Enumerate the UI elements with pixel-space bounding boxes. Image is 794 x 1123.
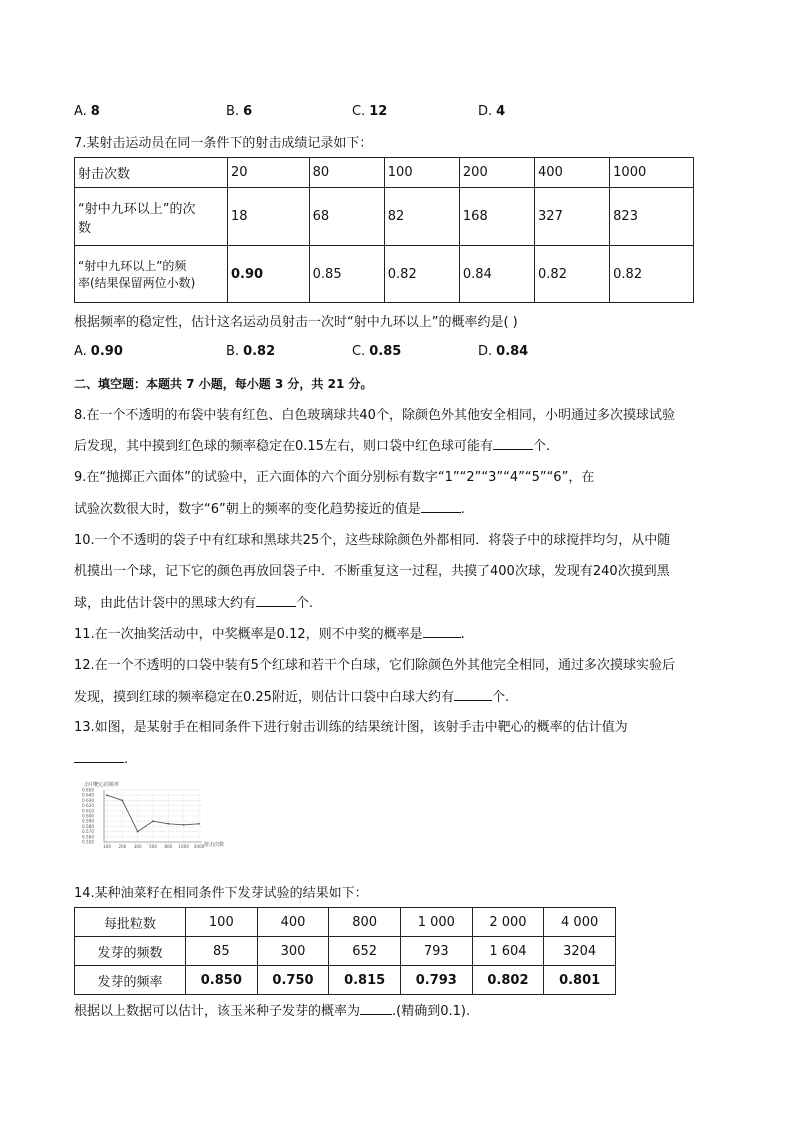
y-tick-label: 0.560 [82,834,94,840]
q8-line-2 [74,437,550,456]
option-letter: A. [74,344,87,359]
q7-option-d [478,344,528,359]
q7-table [74,157,694,303]
answer-blank[interactable] [256,594,296,607]
table-cell: 20 [228,158,310,188]
data-point [152,820,154,822]
q13-tail: . [124,752,129,767]
option-value: 4 [496,104,506,119]
table-cell: 发芽的频数 [75,937,186,966]
q9-line-2 [74,500,465,519]
table-cell: 300 [257,937,329,966]
shooting-frequency-chart [74,780,244,860]
y-tick-label: 0.620 [82,803,94,809]
y-axis-ticks [82,788,94,845]
table-row [75,908,616,937]
table-cell: 2 000 [472,908,544,937]
data-point [167,823,169,825]
q6-option-d [478,104,505,119]
option-letter: B. [226,344,240,359]
answer-blank[interactable] [360,1002,392,1015]
table-cell: 200 [459,158,534,188]
data-point [198,823,200,825]
y-tick-label: 0.610 [82,808,94,814]
y-tick-label: 0.630 [82,797,94,803]
y-tick-label: 0.580 [82,823,94,829]
q11-text: 11.在一次抽奖活动中，中奖概率是0.12，则不中奖的概率是 [74,627,423,642]
q6-option-b [226,104,252,119]
table-cell: 0.90 [228,246,310,303]
table-cell: 0.801 [544,966,616,995]
q13-line-2 [74,750,128,769]
table-cell: 射击次数 [75,158,228,188]
q11-tail: . [460,627,465,642]
row-label-line: 数 [78,220,92,236]
table-cell: 68 [309,188,384,246]
row-label-line: “射中九环以上”的次 [78,201,196,217]
table-cell: 0.793 [400,966,472,995]
table-cell: 1000 [610,158,694,188]
answer-blank[interactable] [423,625,461,638]
option-letter: C. [352,344,366,359]
q13-line-1: 13.如图，是某射手在相同条件下进行射击训练的结果统计图，该射手击中靶心的概率的估计值为 [74,720,628,735]
option-letter: D. [478,344,493,359]
answer-blank[interactable] [421,500,461,513]
option-value: 0.85 [369,344,402,359]
table-cell: 100 [384,158,459,188]
option-value: 12 [369,104,388,119]
table-cell: 3204 [544,937,616,966]
x-tick-label: 200 [118,844,127,849]
row-label-line: “射中九环以上”的频 [78,259,187,273]
x-axis-label: 射击次数 [204,842,225,848]
x-tick-label: 500 [149,844,157,849]
answer-blank[interactable] [454,688,492,701]
x-tick-label: 100 [103,844,111,849]
q9-line-1: 9.在“抛掷正六面体”的试验中，正六面体的六个面分别标有数字“1”“2”“3”“4”“5”“6”，在 [74,470,595,485]
table-cell: 1 000 [400,908,472,937]
q10-line-2: 机摸出一个球，记下它的颜色再放回袋子中．不断重复这一过程，共摸了400次球，发现有240次摸到黑 [74,564,670,579]
table-cell: 0.82 [535,246,610,303]
table-cell: 18 [228,188,310,246]
q7-option-c [352,344,401,359]
x-tick-label: 800 [164,844,173,849]
q8-text: 后发现，其中摸到红色球的频率稳定在0.15左右，则口袋中红色球可能有 [74,439,493,454]
q10-line-1: 10.一个不透明的袋子中有红球和黑球共25个，这些球除颜色外都相同．将袋子中的球搅拌均匀，从中随 [74,533,671,548]
q7-stem: 7.某射击运动员在同一条件下的射击成绩记录如下： [74,136,373,151]
table-cell: 0.82 [384,246,459,303]
table-row [75,937,616,966]
x-axis-ticks [103,844,205,849]
table-cell: 0.82 [610,246,694,303]
q14-tail: .(精确到0.1). [392,1004,471,1019]
table-row [75,966,616,995]
option-letter: A. [74,104,87,119]
table-cell [75,188,228,246]
table-cell [75,246,228,303]
y-tick-label: 0.550 [82,839,94,845]
y-tick-label: 0.640 [82,792,94,798]
q11-line-1 [74,625,465,644]
option-value: 0.82 [243,344,276,359]
q12-tail: 个. [491,690,510,705]
option-value: 0.84 [496,344,529,359]
table-cell: 0.850 [186,966,258,995]
q14-stem: 14.某种油菜籽在相同条件下发芽试验的结果如下： [74,886,368,901]
data-point [183,824,185,826]
table-cell: 400 [257,908,329,937]
table-cell: 82 [384,188,459,246]
y-tick-label: 0.600 [82,813,94,819]
y-tick-label: 0.570 [82,829,94,835]
q14-table [74,907,616,995]
answer-blank[interactable] [74,750,124,763]
row-label-line: 率(结果保留两位小数) [78,276,196,290]
q10-tail: 个. [296,596,314,611]
table-cell: 0.802 [472,966,544,995]
chart-title: 击中靶心的频率 [84,782,120,788]
data-point [121,800,123,802]
data-point [137,831,139,833]
table-row [75,158,694,188]
option-letter: C. [352,104,366,119]
table-cell: 400 [535,158,610,188]
q14-question [74,1002,470,1021]
q7-option-a [74,344,123,359]
table-cell: 0.750 [257,966,329,995]
table-cell: 168 [459,188,534,246]
option-letter: D. [478,104,493,119]
q8-line-1: 8.在一个不透明的布袋中装有红色、白色玻璃球共40个，除颜色外其他安全相同，小明通过多次摸球试验 [74,408,675,423]
q10-text: 球，由此估计袋中的黑球大约有 [74,596,257,611]
table-cell: 85 [186,937,258,966]
data-point [106,794,108,796]
table-cell: 800 [329,908,401,937]
table-cell: 4 000 [544,908,616,937]
table-cell: 0.815 [329,966,401,995]
q7-question: 根据频率的稳定性，估计这名运动员射击一次时“射中九环以上”的概率约是( ) [74,315,518,330]
q9-tail: . [460,502,465,517]
q6-option-c [352,104,387,119]
table-cell: 652 [329,937,401,966]
table-cell: 0.84 [459,246,534,303]
table-cell: 发芽的频率 [75,966,186,995]
answer-blank[interactable] [493,437,533,450]
table-cell: 0.85 [309,246,384,303]
table-row [75,246,694,303]
q12-text: 发现，摸到红球的频率稳定在0.25附近，则估计口袋中白球大约有 [74,690,454,705]
x-tick-label: 3000 [193,844,205,849]
table-cell: 823 [610,188,694,246]
table-row [75,188,694,246]
q12-line-2 [74,688,509,707]
q6-option-a [74,104,100,119]
x-tick-label: 300 [133,844,142,849]
table-cell: 793 [400,937,472,966]
section-heading: 二、填空题：本题共 7 小题，每小题 3 分，共 21 分。 [74,377,373,391]
y-tick-label: 0.650 [82,787,94,793]
x-tick-label: 1000 [178,844,190,849]
table-cell: 327 [535,188,610,246]
q8-tail: 个. [532,439,551,454]
table-cell: 每批粒数 [75,908,186,937]
q14-text: 根据以上数据可以估计，该玉米种子发芽的概率为 [74,1004,361,1019]
y-tick-label: 0.590 [82,818,94,824]
option-letter: B. [226,104,240,119]
q7-option-b [226,344,275,359]
chart-grid [104,790,202,842]
q9-text: 试验次数很大时，数字“6”朝上的频率的变化趋势接近的值是 [74,502,421,517]
table-cell: 100 [186,908,258,937]
table-cell: 1 604 [472,937,544,966]
table-cell: 80 [309,158,384,188]
option-value: 8 [90,104,100,119]
option-value: 6 [243,104,253,119]
q10-line-3 [74,594,313,613]
q12-line-1: 12.在一个不透明的口袋中装有5个红球和若干个白球，它们除颜色外其他完全相同，通过多次摸球实验后 [74,658,675,673]
option-value: 0.90 [90,344,123,359]
